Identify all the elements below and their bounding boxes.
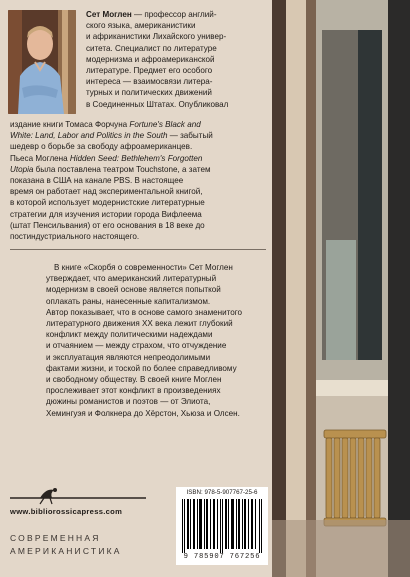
bio-line: была поставлена театром Touchstone, а затем — [33, 164, 211, 174]
publisher-website: www.bibliorossicapress.com — [10, 507, 123, 516]
desc-line: модернизм в своей основе является попыткой — [46, 285, 221, 295]
isbn-barcode-box — [176, 487, 268, 565]
play-title-italic: Utopia — [10, 164, 34, 174]
bio-line: в которой использует модернистские литературные — [10, 198, 205, 208]
bio-line: интереса — взаимосвязи литера- — [86, 77, 213, 87]
bio-line: постиндустриального настоящего. — [10, 232, 140, 242]
book-description — [46, 262, 268, 419]
bio-line: ского языка, американистики — [86, 21, 196, 31]
desc-line: дюжины романистов и поэтов — от Элиота, — [46, 397, 211, 407]
desc-line: литературного движения XX века лежит глубокий — [46, 319, 233, 329]
author-photo — [8, 10, 76, 114]
bio-line: издание книги Томаса Форчуна — [10, 120, 130, 129]
author-bio-continued — [10, 119, 266, 242]
barcode-digits: 9 785907 767256 — [183, 553, 261, 561]
bio-line: в Соединенных Штатах. Опубликовал — [86, 99, 229, 109]
cover-painting — [272, 0, 410, 577]
play-title-italic: Hidden Seed: Bethlehem's Forgotten — [69, 153, 203, 163]
bio-line: (штат Пенсильвания) от его основания в 18 веке до — [10, 220, 205, 230]
desc-line: фактами жизни, и тоской по более справедливому — [46, 363, 237, 373]
book-title-italic: Fortune's Black and — [129, 120, 201, 129]
barcode-icon — [180, 499, 264, 553]
bio-line: и африканистики Лихайского универ- — [86, 32, 227, 42]
bio-line: — профессор англий- — [133, 10, 217, 19]
author-bio-top — [86, 9, 266, 110]
author-name: Сет Моглен — [86, 10, 132, 19]
series-title-line2: АМЕРИКАНИСТИКА — [10, 546, 122, 556]
series-title-line1: СОВРЕМЕННАЯ — [10, 533, 101, 543]
desc-line: и отчаянием — между страхом, что отчуждение — [46, 341, 227, 351]
desc-line: оплакать раны, нанесенные капитализмом. — [46, 296, 211, 306]
desc-line: Автор показывает, что в основе самого знаменитого — [46, 307, 243, 317]
bio-line: Пьеса Моглена — [10, 153, 70, 163]
desc-line: Хемингуэя и Фолкнера до Хёрстон, Хьюза и Олсен. — [46, 408, 240, 418]
desc-line: прослеживает этот конфликт в произведениях — [46, 386, 221, 396]
desc-line: конфликт между политическими надеждами — [46, 330, 213, 340]
bio-line: модернизма и афроамериканской — [86, 54, 215, 64]
bio-line: показана в США на канале PBS. В настоящее — [10, 176, 184, 186]
bio-line: стратегии для изучения истории города Вифлеема — [10, 209, 202, 219]
bio-line: турных и политических движений — [86, 88, 212, 98]
desc-line: утверждает, что американский литературный — [46, 274, 217, 284]
isbn-label: ISBN: 978-5-907767-25-6 — [186, 489, 258, 496]
section-divider — [10, 249, 266, 250]
book-title-italic: White: Land, Labor and Politics in the South — [10, 131, 168, 141]
desc-line: и свободному обществу. В своей книге Моглен — [46, 375, 222, 385]
bio-line: шедевр о борьбе за свободу афроамериканцев. — [10, 142, 193, 152]
bio-line: ситета. Специалист по литературе — [86, 43, 217, 53]
desc-line: В книге «Скорбя о современности» Сет Моглен — [54, 263, 233, 272]
bio-line: — забытый — [167, 131, 213, 141]
bio-line: литературе. Предмет его особого — [86, 66, 213, 76]
bio-line: время он работает над экспериментальной книгой, — [10, 187, 203, 197]
desc-line: и эксплуатация являются непреодолимыми — [46, 352, 211, 362]
